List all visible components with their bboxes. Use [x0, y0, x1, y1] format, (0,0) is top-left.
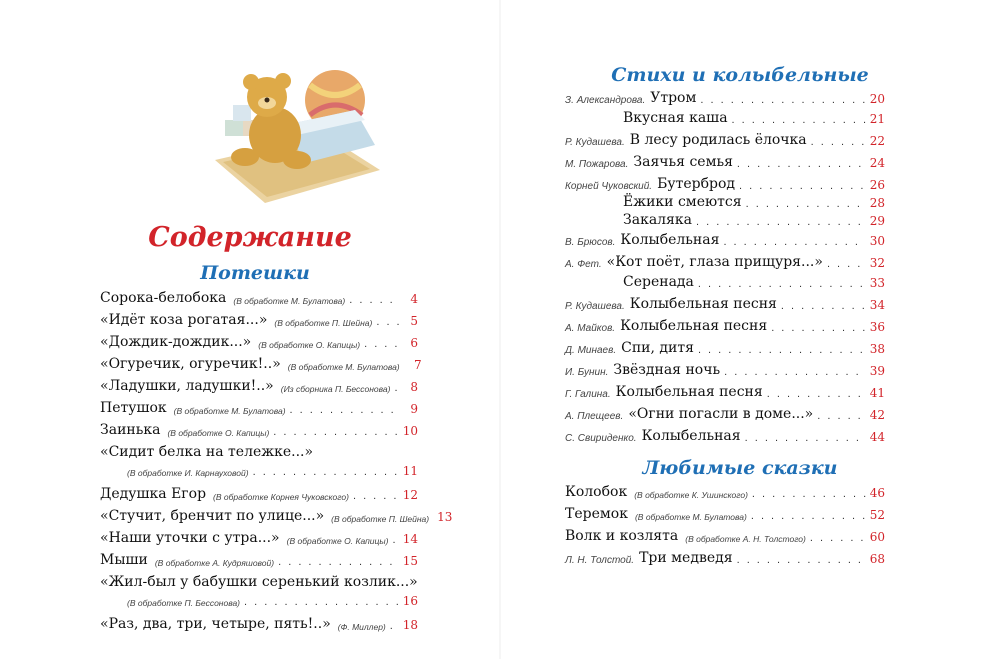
- toc-entry-note: (В обработке И. Карнауховой): [127, 468, 249, 478]
- toc-entry[interactable]: [565, 132, 885, 148]
- leader-dots: [696, 216, 866, 228]
- leader-dots: [724, 366, 866, 378]
- toc-entry-page: 10: [402, 424, 418, 438]
- toc-entry-author: Р. Кудашева.: [565, 301, 625, 312]
- toc-entry-note: (В обработке А. Н. Толстого): [685, 534, 806, 544]
- toc-entry-title: Бутерброд: [657, 176, 736, 192]
- toc-entry-page: 36: [869, 320, 885, 334]
- toc-entry-note: (В обработке М. Булатова): [233, 296, 346, 306]
- toc-entry-note: (В обработке П. Шейна): [331, 514, 430, 524]
- toc-entry-note: (В обработке П. Бессонова): [127, 598, 241, 608]
- leader-dots: [698, 344, 866, 356]
- toc-entry[interactable]: [623, 212, 885, 228]
- toc-entry-title: Колыбельная песня: [629, 296, 777, 312]
- toc-entry-note: (В обработке О. Капицы): [286, 536, 389, 546]
- leader-dots: [290, 404, 400, 416]
- toc-list-poteshki: [100, 290, 453, 610]
- section-title-poteshki: Потешки: [200, 262, 310, 284]
- toc-entry-title: Колобок: [565, 484, 628, 500]
- leader-dots: [278, 556, 399, 568]
- toc-entry-page: 38: [869, 342, 885, 356]
- toc-entry-page: 4: [410, 292, 418, 306]
- toc-entry-author: Д. Минаев.: [565, 345, 617, 356]
- toc-entry-author: Л. Н. Толстой.: [565, 555, 635, 566]
- toc-entry-title: Утром: [650, 90, 697, 106]
- toc-entry-title: «Огуречик, огуречик!..»: [100, 356, 281, 372]
- toc-entry-note: (В обработке М. Булатова): [287, 362, 400, 372]
- leader-dots: [376, 316, 400, 328]
- toc-entry[interactable]: [100, 378, 418, 394]
- leader-dots: [253, 466, 399, 478]
- toc-entry-page: 7: [414, 358, 422, 372]
- toc-entry-title: Петушок: [100, 400, 167, 416]
- leader-dots: [752, 488, 866, 500]
- toc-list-tales: [565, 484, 885, 574]
- toc-entry-title: «Ладушки, ладушки!..»: [100, 378, 274, 394]
- leader-dots: [810, 532, 866, 544]
- toc-entry-note: (Ф. Миллер): [337, 622, 386, 632]
- toc-entry-note: (В обработке М. Булатова): [634, 512, 747, 522]
- toc-entry-page: 33: [869, 276, 885, 290]
- toc-entry[interactable]: [565, 550, 885, 566]
- toc-entry-page: 30: [869, 234, 885, 248]
- leader-dots: [244, 596, 399, 608]
- toc-entry-title: Колыбельная: [620, 232, 720, 248]
- toc-entry-title: «Сидит белка на тележке...»: [100, 444, 314, 460]
- toc-entry-title: «Стучит, бренчит по улице...»: [100, 508, 325, 524]
- toc-entry-title: Звёздная ночь: [613, 362, 721, 378]
- toc-entry-title: Теремок: [565, 506, 628, 522]
- toc-entry-page: 15: [402, 554, 418, 568]
- leader-dots: [737, 554, 866, 566]
- leader-dots: [746, 198, 866, 210]
- toc-entry-page: 32: [869, 256, 885, 270]
- toc-entry-page: 29: [869, 214, 885, 228]
- toc-entry[interactable]: [565, 154, 885, 170]
- toc-entry-title: Колыбельная песня: [615, 384, 763, 400]
- toc-entry-title: Ёжики смеются: [623, 194, 742, 210]
- leader-dots: [781, 300, 866, 312]
- toc-entry[interactable]: [565, 528, 885, 544]
- toc-entry-author: В. Брюсов.: [565, 237, 616, 248]
- toc-entry-page: 6: [410, 336, 418, 350]
- toc-entry-author: Корней Чуковский.: [565, 181, 653, 192]
- toc-entry[interactable]: [100, 486, 418, 502]
- toc-entry-title: В лесу родилась ёлочка: [629, 132, 807, 148]
- contents-title: Содержание: [148, 222, 352, 253]
- toc-entry-page: 12: [402, 488, 418, 502]
- toc-entry-title: Сорока-белобока: [100, 290, 227, 306]
- toc-entry[interactable]: [565, 406, 885, 422]
- toc-entry[interactable]: [565, 506, 885, 522]
- leader-dots: [390, 620, 399, 632]
- toc-entry-title: «Кот поёт, глаза прищуря...»: [606, 254, 823, 270]
- toc-entry[interactable]: [623, 110, 885, 126]
- leader-dots: [767, 388, 866, 400]
- section-title-poems: Стихи и колыбельные: [611, 64, 869, 86]
- toc-entry-page: 21: [869, 112, 885, 126]
- leader-dots: [771, 322, 866, 334]
- leader-dots: [737, 158, 866, 170]
- toc-entry[interactable]: [100, 444, 418, 460]
- toc-entry-title: «Жил-был у бабушки серенький козлик...»: [100, 574, 418, 590]
- toc-entry-author: Г. Галина.: [565, 389, 611, 400]
- leader-dots: [700, 94, 865, 106]
- toc-entry-title: Спи, дитя: [621, 340, 694, 356]
- toc-entry[interactable]: [565, 90, 885, 106]
- toc-entry-title: Мыши: [100, 552, 148, 568]
- toc-entry-title: Заинька: [100, 422, 161, 438]
- toc-entry-note: (В обработке О. Капицы): [167, 428, 270, 438]
- toc-entry[interactable]: [623, 274, 885, 290]
- toc-entry-page: 24: [869, 156, 885, 170]
- toc-entry[interactable]: [100, 616, 418, 632]
- leader-dots: [811, 136, 866, 148]
- toc-list-poteshki-end: [100, 574, 418, 640]
- toc-entry[interactable]: [100, 552, 418, 568]
- toc-entry-title: Вкусная каша: [623, 110, 728, 126]
- toc-entry-page: 52: [869, 508, 885, 522]
- toc-entry-page: 18: [402, 618, 418, 632]
- toc-entry-author: М. Пожарова.: [565, 159, 629, 170]
- toc-entry[interactable]: [565, 362, 885, 378]
- toc-entry[interactable]: [100, 290, 418, 306]
- toc-entry-page: 13: [437, 510, 453, 524]
- toc-entry-page: 41: [869, 386, 885, 400]
- toc-entry-page: 16: [402, 594, 418, 608]
- toc-entry-page: 8: [410, 380, 418, 394]
- leader-dots: [353, 490, 399, 502]
- toc-entry[interactable]: [565, 232, 885, 248]
- leader-dots: [745, 432, 866, 444]
- toc-entry-author: Р. Кудашева.: [565, 137, 625, 148]
- leader-dots: [827, 258, 866, 270]
- toc-entry-title: Колыбельная: [641, 428, 741, 444]
- toc-entry-note: (В обработке М. Булатова): [173, 406, 286, 416]
- toc-entry-title: «Идёт коза рогатая...»: [100, 312, 268, 328]
- toc-entry-note: (В обработке П. Шейна): [274, 318, 373, 328]
- leader-dots: [723, 236, 865, 248]
- toc-entry-author: С. Свириденко.: [565, 433, 637, 444]
- toc-entry-title: «Дождик-дождик...»: [100, 334, 252, 350]
- toc-entry-author: З. Александрова.: [565, 95, 646, 106]
- section-title-tales: Любимые сказки: [642, 457, 838, 479]
- toc-entry-note: (В обработке А. Кудряшовой): [154, 558, 275, 568]
- toc-entry-continuation[interactable]: [100, 464, 418, 478]
- toc-entry-page: 60: [869, 530, 885, 544]
- leader-dots: [394, 382, 400, 394]
- leader-dots: [751, 510, 866, 522]
- toc-entry[interactable]: [565, 428, 885, 444]
- toc-entry[interactable]: [565, 340, 885, 356]
- toc-entry-page: 34: [869, 298, 885, 312]
- toc-entry-title: Закаляка: [623, 212, 692, 228]
- toc-entry[interactable]: [565, 254, 885, 270]
- toc-entry-note: (В обработке О. Капицы): [258, 340, 361, 350]
- leader-dots: [698, 278, 866, 290]
- toc-entry-author: А. Фет.: [565, 259, 602, 270]
- toc-entry[interactable]: [100, 530, 418, 546]
- toc-entry-title: Серенада: [623, 274, 694, 290]
- toc-entry-page: 22: [869, 134, 885, 148]
- toc-entry[interactable]: [623, 194, 885, 210]
- leader-dots: [739, 180, 866, 192]
- toc-entry[interactable]: [100, 356, 422, 372]
- toc-entry[interactable]: [100, 508, 453, 524]
- toc-entry-title: Дедушка Егор: [100, 486, 207, 502]
- toc-entry-author: А. Майков.: [565, 323, 616, 334]
- toc-entry-page: 20: [869, 92, 885, 106]
- toc-entry[interactable]: [100, 400, 418, 416]
- toc-entry[interactable]: [100, 312, 418, 328]
- leader-dots: [817, 410, 865, 422]
- toc-entry-title: Три медведя: [639, 550, 733, 566]
- toc-entry-title: «Огни погасли в доме...»: [628, 406, 814, 422]
- toc-entry-title: Колыбельная песня: [620, 318, 768, 334]
- toc-entry-page: 68: [869, 552, 885, 566]
- toc-entry[interactable]: [565, 384, 885, 400]
- toc-entry-page: 44: [869, 430, 885, 444]
- toc-entry-title: Заячья семья: [633, 154, 733, 170]
- toc-entry-title: Волк и козлята: [565, 528, 679, 544]
- toc-entry-page: 26: [869, 178, 885, 192]
- toc-entry-title: «Наши уточки с утра...»: [100, 530, 280, 546]
- toc-list-poems-end: [565, 428, 885, 450]
- toc-entry-page: 46: [869, 486, 885, 500]
- leader-dots: [732, 114, 866, 126]
- toc-entry-note: (В обработке К. Ушинского): [634, 490, 748, 500]
- teddy-bear-illustration: [205, 65, 385, 205]
- toc-entry[interactable]: [565, 176, 885, 192]
- toc-entry-page: 14: [402, 532, 418, 546]
- leader-dots: [273, 426, 398, 438]
- toc-entry[interactable]: [565, 296, 885, 312]
- toc-entry-page: 39: [869, 364, 885, 378]
- toc-entry-author: И. Бунин.: [565, 367, 609, 378]
- toc-entry[interactable]: [565, 318, 885, 334]
- toc-entry[interactable]: [100, 574, 418, 590]
- toc-entry-page: 42: [869, 408, 885, 422]
- leader-dots: [364, 338, 400, 350]
- toc-entry-page: 5: [410, 314, 418, 328]
- toc-entry[interactable]: [565, 484, 885, 500]
- leader-dots: [349, 294, 400, 306]
- toc-entry-author: А. Плещеев.: [565, 411, 624, 422]
- toc-entry[interactable]: [100, 334, 418, 350]
- toc-entry-page: 9: [410, 402, 418, 416]
- toc-list-poems: [565, 90, 885, 430]
- toc-entry-continuation[interactable]: [100, 594, 418, 608]
- toc-entry-page: 11: [402, 464, 418, 478]
- leader-dots: [392, 534, 398, 546]
- toc-entry-title: «Раз, два, три, четыре, пять!..»: [100, 616, 331, 632]
- toc-entry[interactable]: [100, 422, 418, 438]
- toc-entry-note: (В обработке Корнея Чуковского): [213, 492, 349, 502]
- toc-entry-page: 28: [869, 196, 885, 210]
- toc-entry-note: (Из сборника П. Бессонова): [280, 384, 391, 394]
- right-page: [500, 0, 1000, 659]
